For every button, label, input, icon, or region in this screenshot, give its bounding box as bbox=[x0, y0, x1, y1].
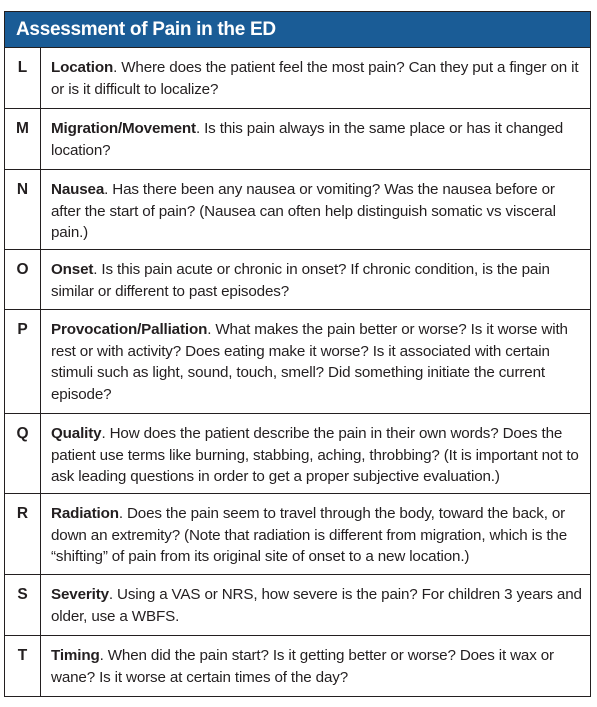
row-term: Migration/Movement bbox=[51, 120, 196, 137]
row-text: . Has there been any nausea or vomiting? Was the nausea before or after the start of pain? (Nausea can often help distinguish somatic vs visceral pain.) bbox=[51, 181, 556, 241]
row-letter: R bbox=[5, 494, 41, 574]
row-description bbox=[41, 310, 590, 413]
row-description bbox=[41, 494, 590, 574]
row-text: . Using a VAS or NRS, how severe is the pain? For children 3 years and older, use a WBFS. bbox=[51, 586, 582, 625]
row-description bbox=[41, 109, 590, 169]
row-letter: M bbox=[5, 109, 41, 169]
row-letter: L bbox=[5, 48, 41, 108]
table-row bbox=[5, 310, 590, 414]
row-description bbox=[41, 636, 590, 696]
row-term: Provocation/Palliation bbox=[51, 321, 208, 338]
row-text: . Is this pain acute or chronic in onset? If chronic condition, is the pain similar or different to past episodes? bbox=[51, 261, 550, 300]
row-description bbox=[41, 250, 590, 309]
table-row bbox=[5, 250, 590, 310]
table-row bbox=[5, 636, 590, 696]
row-text: . What makes the pain better or worse? Is it worse with rest or with activity? Does eating make it worse? Is it associated with certain stimuli such as light, sound, touch, smell? Did something initiate the current episode? bbox=[51, 321, 568, 403]
row-description bbox=[41, 575, 590, 635]
row-description bbox=[41, 170, 590, 249]
row-term: Timing bbox=[51, 647, 100, 664]
table-row bbox=[5, 48, 590, 109]
pain-assessment-table bbox=[4, 11, 591, 697]
row-letter: Q bbox=[5, 414, 41, 493]
row-letter: T bbox=[5, 636, 41, 696]
row-term: Location bbox=[51, 59, 114, 76]
row-term: Severity bbox=[51, 586, 109, 603]
row-text: . How does the patient describe the pain in their own words? Does the patient use terms like burning, stabbing, aching, throbbing? (It is important not to ask leading questions in order to get a proper subjective evaluation.) bbox=[51, 425, 579, 485]
row-letter: P bbox=[5, 310, 41, 413]
row-term: Radiation bbox=[51, 505, 119, 522]
table-row bbox=[5, 109, 590, 170]
row-term: Onset bbox=[51, 261, 94, 278]
row-letter: O bbox=[5, 250, 41, 309]
table-row bbox=[5, 414, 590, 494]
row-text: . When did the pain start? Is it getting better or worse? Does it wax or wane? Is it worse at certain times of the day? bbox=[51, 647, 554, 686]
row-letter: N bbox=[5, 170, 41, 249]
row-text: . Where does the patient feel the most pain? Can they put a finger on it or is it difficult to localize? bbox=[51, 59, 579, 98]
row-description bbox=[41, 414, 590, 493]
table-row bbox=[5, 494, 590, 575]
row-text: . Is this pain always in the same place or has it changed location? bbox=[51, 120, 564, 159]
table-row bbox=[5, 575, 590, 636]
row-term: Nausea bbox=[51, 181, 105, 198]
row-term: Quality bbox=[51, 425, 102, 442]
row-text: . Does the pain seem to travel through the body, toward the back, or down an extremity? (Note that radiation is different from migration, which is the “shifting” of pain from its original site of onset to a new location.) bbox=[51, 505, 568, 565]
row-description bbox=[41, 48, 590, 108]
table-title: Assessment of Pain in the ED bbox=[5, 12, 590, 48]
row-letter: S bbox=[5, 575, 41, 635]
table-row bbox=[5, 170, 590, 250]
